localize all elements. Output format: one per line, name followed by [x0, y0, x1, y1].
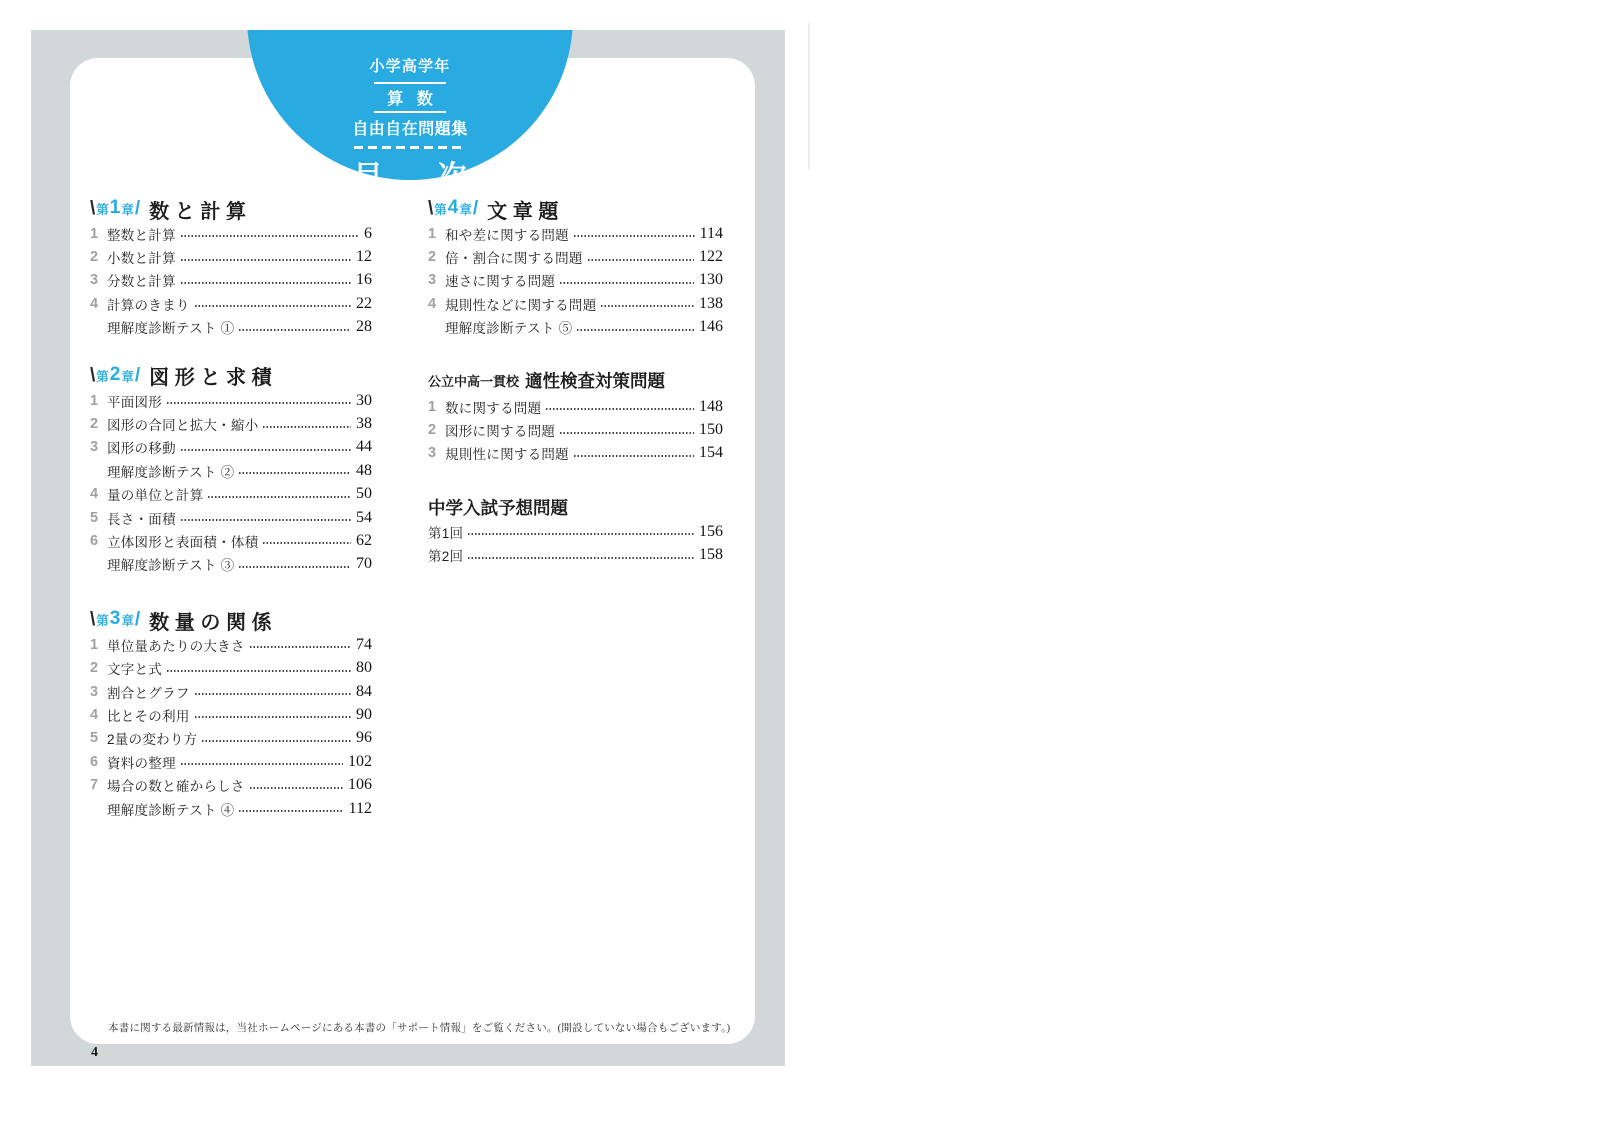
- toc-item-title: 単位量あたりの大きさ: [107, 638, 245, 654]
- chapter-label-suffix: 章: [121, 203, 134, 217]
- toc-item-page: 156: [699, 522, 723, 540]
- chapter-label-prefix: 第: [434, 203, 447, 217]
- dotted-leader: [207, 496, 351, 498]
- toc-item-title: 小数と計算: [107, 251, 176, 267]
- toc-item: [428, 245, 723, 268]
- dotted-leader: [180, 235, 359, 237]
- chapter-label-number: 3: [109, 608, 121, 630]
- toc-item: [90, 245, 372, 268]
- toc-item-number: 7: [90, 777, 99, 794]
- dashed-divider: [354, 146, 466, 149]
- dotted-leader: [238, 329, 351, 331]
- toc-item: [90, 553, 372, 576]
- toc-item: [90, 529, 372, 552]
- toc-item-list: [428, 395, 723, 465]
- toc-section-chapter1: [90, 196, 372, 339]
- toc-item: [90, 292, 372, 315]
- toc-item-number: 1: [428, 398, 437, 415]
- chapter-label-number: 1: [109, 197, 121, 218]
- dotted-leader: [201, 740, 351, 742]
- chapter-title: 数量の関係: [149, 611, 278, 634]
- yosou-heading: [428, 494, 723, 520]
- toc-item-page: 74: [356, 635, 372, 653]
- toc-item-title: 倍・割合に関する問題: [445, 251, 583, 267]
- dotted-leader: [166, 402, 351, 404]
- tekisei-heading: [428, 367, 723, 395]
- chapter-label-suffix: 章: [121, 369, 134, 384]
- toc-column-right: [428, 196, 723, 567]
- toc-item-title: 2量の変わり方: [107, 732, 198, 748]
- slash-right-decoration: /: [134, 609, 141, 631]
- dotted-leader: [180, 449, 351, 451]
- toc-item-title: 比とその利用: [107, 708, 190, 724]
- slash-left-decoration: \: [90, 198, 96, 219]
- paper-background: [31, 30, 785, 1066]
- toc-item-page: 154: [699, 444, 723, 462]
- toc-item-title: 理解度診断テスト ③: [107, 558, 235, 574]
- dotted-leader: [238, 566, 351, 568]
- toc-item: [428, 418, 723, 441]
- toc-item: [90, 656, 372, 679]
- toc-item-title: 割合とグラフ: [107, 685, 190, 701]
- toc-item-number: 1: [90, 225, 99, 242]
- toc-section-yosou: [428, 494, 723, 567]
- toc-item-page: 44: [356, 438, 372, 456]
- dotted-leader: [194, 305, 351, 307]
- toc-item-number: 1: [428, 225, 437, 242]
- toc-item: [90, 269, 372, 292]
- toc-item-title: 理解度診断テスト ①: [107, 321, 235, 337]
- toc-item-page: 130: [699, 271, 723, 289]
- toc-item-number: 5: [90, 509, 99, 526]
- header-circle: [247, 30, 573, 193]
- toc-item-title: 文字と式: [107, 662, 163, 678]
- dotted-leader: [262, 542, 351, 544]
- toc-item: [428, 544, 723, 567]
- toc-item-title: 分数と計算: [107, 274, 176, 290]
- dotted-leader: [194, 693, 351, 695]
- toc-item-number: 2: [90, 660, 99, 677]
- toc-item-title: 規則性に関する問題: [445, 447, 569, 463]
- dotted-leader: [600, 305, 694, 307]
- dotted-leader: [180, 282, 351, 284]
- toc-item-number: 5: [90, 730, 99, 747]
- toc-item-page: 150: [699, 421, 723, 439]
- toc-title: 目次: [353, 161, 522, 193]
- toc-item-title: 整数と計算: [107, 227, 176, 243]
- toc-item-page: 102: [348, 752, 372, 770]
- toc-item-page: 62: [356, 531, 372, 549]
- toc-item: [428, 292, 723, 315]
- toc-item-page: 122: [699, 248, 723, 266]
- toc-item-list: [90, 633, 372, 820]
- slash-left-decoration: \: [90, 364, 96, 386]
- chapter-label-suffix: 章: [459, 203, 472, 217]
- dotted-leader: [238, 472, 351, 474]
- dotted-leader: [545, 408, 694, 410]
- toc-column-left: [90, 196, 372, 820]
- toc-item-page: 22: [356, 294, 372, 312]
- toc-item-title: 場合の数と確からしさ: [107, 779, 245, 795]
- toc-item-number: 3: [428, 272, 437, 289]
- heading-title: 適性検査対策問題: [525, 371, 666, 392]
- heading-title: 中学入試予想問題: [428, 497, 568, 518]
- toc-item-page: 54: [356, 508, 372, 526]
- toc-item: [90, 633, 372, 656]
- toc-item: [90, 703, 372, 726]
- heading-prefix: 公立中高一貫校: [428, 374, 520, 390]
- toc-item-number: 1: [90, 392, 99, 409]
- toc-item: [90, 797, 372, 820]
- chapter-label-prefix: 第: [96, 203, 109, 217]
- dotted-leader: [467, 533, 694, 535]
- slash-right-decoration: /: [134, 364, 141, 386]
- dotted-leader: [576, 329, 694, 331]
- footer-note: 本書に関する最新情報は，当社ホームページにある本書の「サポート情報」をご覧ください。(開設していない場合もございます。): [108, 1023, 731, 1034]
- toc-item-title: 資料の整理: [107, 755, 176, 771]
- toc-item: [428, 316, 723, 339]
- dotted-leader: [166, 670, 351, 672]
- toc-item: [90, 483, 372, 506]
- toc-item-list: [90, 389, 372, 576]
- toc-item-page: 70: [356, 555, 372, 573]
- toc-item-title: 長さ・面積: [107, 511, 176, 527]
- dotted-leader: [249, 787, 343, 789]
- toc-item-title: 平面図形: [107, 394, 163, 410]
- toc-item-number: 4: [428, 295, 437, 312]
- slash-left-decoration: \: [90, 609, 96, 631]
- toc-item-number: 4: [90, 486, 99, 503]
- chapter-label-prefix: 第: [96, 614, 109, 629]
- toc-item-page: 90: [356, 705, 372, 723]
- toc-item-number: 3: [90, 272, 99, 289]
- toc-item-page: 148: [699, 397, 723, 415]
- toc-item-number: 4: [90, 295, 99, 312]
- toc-item-title: 図形の移動: [107, 441, 176, 457]
- toc-item-list: [428, 520, 723, 567]
- page-edge-line: [808, 23, 810, 170]
- toc-item: [90, 436, 372, 459]
- toc-item-page: 96: [356, 729, 372, 747]
- toc-item: [428, 442, 723, 465]
- chapter-title: 文章題: [487, 200, 564, 223]
- chapter1-heading: [90, 196, 372, 222]
- chapter-title: 数と計算: [149, 200, 252, 223]
- toc-item-page: 114: [699, 224, 723, 242]
- chapter-label-prefix: 第: [96, 369, 109, 384]
- toc-item: [90, 750, 372, 773]
- toc-item: [90, 389, 372, 412]
- toc-section-chapter3: [90, 607, 372, 820]
- toc-item-page: 12: [356, 248, 372, 266]
- dotted-leader: [573, 235, 695, 237]
- toc-item-title: 理解度診断テスト ⑤: [445, 321, 573, 337]
- toc-item-title: 速さに関する問題: [445, 274, 556, 290]
- toc-item-title: 立体図形と表面積・体積: [107, 534, 259, 550]
- toc-item-page: 28: [356, 318, 372, 336]
- toc-item-title: 図形に関する問題: [445, 424, 556, 440]
- toc-item-title: 理解度診断テスト ②: [107, 464, 235, 480]
- toc-item-title: 量の単位と計算: [107, 488, 204, 504]
- toc-item: [90, 727, 372, 750]
- slash-left-decoration: \: [428, 198, 434, 219]
- chapter-label-number: 4: [447, 197, 459, 218]
- toc-item-page: 48: [356, 461, 372, 479]
- toc-item-page: 84: [356, 682, 372, 700]
- chapter-title: 図形と求積: [149, 367, 278, 390]
- toc-item-title: 図形の合同と拡大・縮小: [107, 418, 259, 434]
- toc-item-page: 30: [356, 391, 372, 409]
- chapter2-heading: [90, 363, 372, 389]
- dotted-leader: [249, 646, 351, 648]
- book-subject: 算数: [374, 82, 447, 113]
- chapter4-heading: [428, 196, 723, 222]
- dotted-leader: [559, 282, 694, 284]
- toc-item-title: 数に関する問題: [445, 400, 542, 416]
- dotted-leader: [238, 810, 343, 812]
- toc-item: [90, 316, 372, 339]
- toc-item-title: 和や差に関する問題: [445, 227, 569, 243]
- toc-item-page: 80: [356, 659, 372, 677]
- book-series: 自由自在問題集: [352, 121, 468, 138]
- toc-item-page: 146: [699, 318, 723, 336]
- toc-item-number: 3: [90, 439, 99, 456]
- toc-item-page: 16: [356, 271, 372, 289]
- toc-item-number: 2: [428, 422, 437, 439]
- toc-item: [90, 773, 372, 796]
- page-number: 4: [91, 1045, 98, 1060]
- toc-item-number: 2: [428, 249, 437, 266]
- toc-item: [90, 412, 372, 435]
- toc-item-number: 6: [90, 532, 99, 549]
- toc-item-page: 138: [699, 294, 723, 312]
- slash-right-decoration: /: [472, 198, 479, 219]
- dotted-leader: [180, 763, 343, 765]
- toc-item-page: 6: [364, 224, 372, 242]
- toc-item-number: 4: [90, 706, 99, 723]
- toc-item: [428, 395, 723, 418]
- toc-item: [90, 506, 372, 529]
- dotted-leader: [262, 426, 351, 428]
- toc-item-page: 50: [356, 485, 372, 503]
- dotted-leader: [467, 557, 694, 559]
- toc-item-title: 計算のきまり: [107, 297, 190, 313]
- toc-item: [90, 680, 372, 703]
- dotted-leader: [194, 716, 351, 718]
- chapter-label-suffix: 章: [121, 614, 134, 629]
- toc-section-chapter2: [90, 363, 372, 576]
- toc-item-number: 2: [90, 416, 99, 433]
- toc-item-title: 第1回: [428, 525, 464, 541]
- toc-item-number: 1: [90, 636, 99, 653]
- toc-item: [428, 222, 723, 245]
- slash-right-decoration: /: [134, 198, 141, 219]
- toc-item: [90, 222, 372, 245]
- toc-item-title: 理解度診断テスト ④: [107, 802, 235, 818]
- toc-item-number: 3: [428, 445, 437, 462]
- toc-item-page: 158: [699, 546, 723, 564]
- toc-item-title: 第2回: [428, 549, 464, 565]
- chapter-label-number: 2: [109, 363, 121, 385]
- chapter3-heading: [90, 607, 372, 633]
- dotted-leader: [573, 455, 694, 457]
- toc-item: [428, 520, 723, 543]
- toc-item-page: 38: [356, 415, 372, 433]
- toc-item-title: 規則性などに関する問題: [445, 297, 597, 313]
- dotted-leader: [559, 432, 694, 434]
- dotted-leader: [180, 519, 351, 521]
- toc-item: [90, 459, 372, 482]
- book-grade: 小学高学年: [369, 58, 451, 75]
- toc-item-list: [428, 222, 723, 339]
- toc-item-number: 2: [90, 249, 99, 266]
- toc-section-chapter4: [428, 196, 723, 339]
- dotted-leader: [587, 259, 694, 261]
- toc-section-tekisei: [428, 367, 723, 465]
- toc-item-number: 6: [90, 753, 99, 770]
- toc-item-number: 3: [90, 683, 99, 700]
- toc-item-page: 106: [348, 776, 372, 794]
- dotted-leader: [180, 259, 351, 261]
- book-header: [247, 57, 573, 195]
- toc-item: [428, 269, 723, 292]
- toc-item-list: [90, 222, 372, 339]
- toc-item-page: 112: [348, 799, 372, 817]
